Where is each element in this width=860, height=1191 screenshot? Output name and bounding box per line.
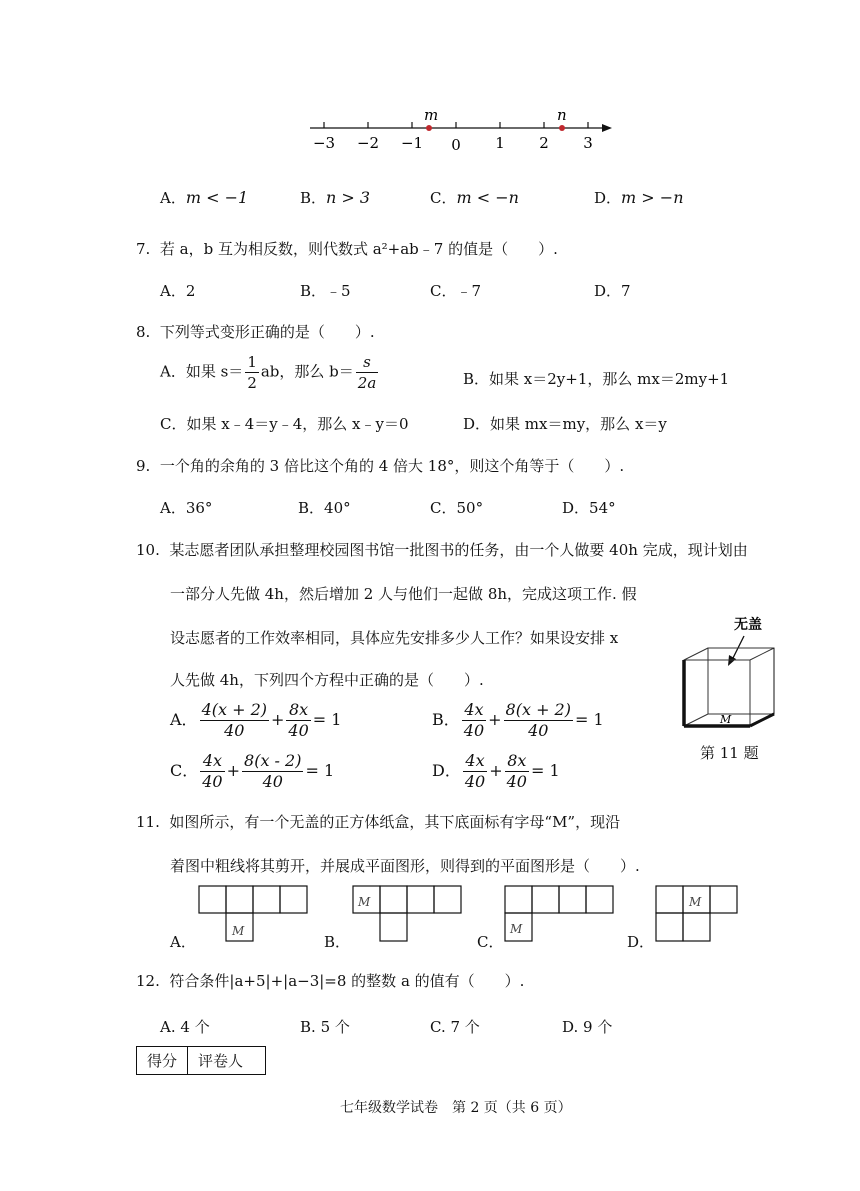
q8-option-d[interactable]: D．如果 mx＝my，那么 x＝y — [463, 415, 667, 433]
no-lid-annotation: 无盖 — [734, 617, 762, 633]
q10-option-b[interactable]: B． $\frac{4x}{40}$ + $\frac{8(x + 2)}{40}$ = 1 — [432, 700, 604, 740]
q12-option-d[interactable]: D. 9 个 — [562, 1018, 613, 1036]
q8-option-a[interactable]: A．如果 s＝ $\frac{1}{2}$ ab，那么 b＝ $\frac{s}{2a}$ — [160, 353, 377, 392]
q10-stem-line4: 人先做 4h，下列四个方程中正确的是（ ）. — [170, 671, 484, 689]
q10-option-c[interactable]: C． $\frac{4x}{40}$ + $\frac{8(x - 2)}{40}$ = 1 — [170, 751, 335, 791]
q9-option-a[interactable]: A．36° — [160, 499, 213, 517]
page-footer: 七年级数学试卷 第 2 页（共 6 页） — [340, 1100, 572, 1116]
q11-stem-line1: 11. 如图所示，有一个无盖的正方体纸盒，其下底面标有字母“M”，现沿 — [136, 813, 621, 831]
q9-option-c[interactable]: C．50° — [430, 499, 484, 517]
q6-option-b[interactable]: B．n > 3 — [300, 188, 371, 207]
tick-label: 3 — [583, 134, 593, 152]
tick-label: 2 — [539, 134, 549, 152]
net-option-c[interactable] — [504, 885, 614, 945]
q11-option-d-label[interactable]: D． — [627, 933, 655, 951]
score-table — [136, 1046, 266, 1075]
q11-option-c-label[interactable]: C． — [477, 933, 504, 951]
net-option-b[interactable] — [352, 885, 462, 945]
net-option-a[interactable] — [198, 885, 308, 945]
q10-stem-line1: 10. 某志愿者团队承担整理校园图书馆一批图书的任务，由一个人做要 40h 完成，现计划由 — [136, 541, 748, 559]
grader-cell: 评卷人 — [188, 1047, 266, 1075]
net-a-letter: M — [232, 924, 245, 938]
q7-option-c[interactable]: C．﹣7 — [430, 282, 482, 300]
tick-label: −1 — [400, 134, 424, 152]
figure11-caption: 第 11 题 — [700, 744, 759, 762]
q6-option-c[interactable]: C．m < −n — [430, 188, 519, 207]
q6-option-a[interactable]: A．m < −1 — [160, 188, 249, 207]
net-c-letter: M — [510, 922, 523, 936]
label-m: m — [424, 106, 439, 124]
q12-option-c[interactable]: C. 7 个 — [430, 1018, 480, 1036]
q11-option-a-label[interactable]: A． — [170, 933, 196, 951]
q10-stem-line2: 一部分人先做 4h，然后增加 2 人与他们一起做 8h，完成这项工作. 假 — [170, 585, 637, 603]
q7-option-a[interactable]: A．2 — [160, 282, 196, 300]
bottom-letter-m: M — [720, 713, 732, 726]
q8-option-b[interactable]: B．如果 x＝2y+1，那么 mx＝2my+1 — [463, 370, 730, 388]
net-option-d[interactable] — [655, 885, 739, 945]
q7-stem: 7. 若 a，b 互为相反数，则代数式 a²+ab﹣7 的值是（ ）. — [136, 240, 558, 258]
point-m — [426, 125, 432, 131]
net-b-letter: M — [358, 895, 371, 909]
q9-stem: 9. 一个角的余角的 3 倍比这个角的 4 倍大 18°，则这个角等于（ ）. — [136, 457, 625, 475]
tick-label: −2 — [356, 134, 380, 152]
q10-stem-line3: 设志愿者的工作效率相同，具体应先安排多少人工作？如果设安排 x — [170, 629, 619, 647]
label-n: n — [557, 106, 567, 124]
q7-option-d[interactable]: D．7 — [594, 282, 631, 300]
tick-label: 0 — [451, 136, 461, 154]
q12-option-a[interactable]: A. 4 个 — [160, 1018, 210, 1036]
q10-option-a[interactable]: A． $\frac{4(x + 2)}{40}$ + $\frac{8x}{40}$ = 1 — [170, 700, 342, 740]
q6-option-d[interactable]: D．m > −n — [594, 188, 684, 207]
q10-option-d[interactable]: D． $\frac{4x}{40}$ + $\frac{8x}{40}$ = 1 — [432, 751, 560, 791]
q12-option-b[interactable]: B. 5 个 — [300, 1018, 350, 1036]
q8-option-c[interactable]: C．如果 x﹣4＝y﹣4，那么 x﹣y＝0 — [160, 415, 409, 433]
q8-stem: 8. 下列等式变形正确的是（ ）. — [136, 323, 375, 341]
q9-option-d[interactable]: D．54° — [562, 499, 616, 517]
q12-stem: 12. 符合条件|a+5|+|a−3|=8 的整数 a 的值有（ ）. — [136, 972, 525, 990]
score-cell: 得分 — [137, 1047, 188, 1075]
tick-label: 1 — [495, 134, 505, 152]
number-line — [300, 100, 620, 160]
q9-option-b[interactable]: B．40° — [298, 499, 351, 517]
q11-stem-line2: 着图中粗线将其剪开，并展成平面图形，则得到的平面图形是（ ）. — [170, 857, 640, 875]
q11-option-b-label[interactable]: B． — [324, 933, 351, 951]
point-n — [559, 125, 565, 131]
q7-option-b[interactable]: B．﹣5 — [300, 282, 351, 300]
tick-label: −3 — [312, 134, 336, 152]
net-d-letter: M — [689, 895, 702, 909]
